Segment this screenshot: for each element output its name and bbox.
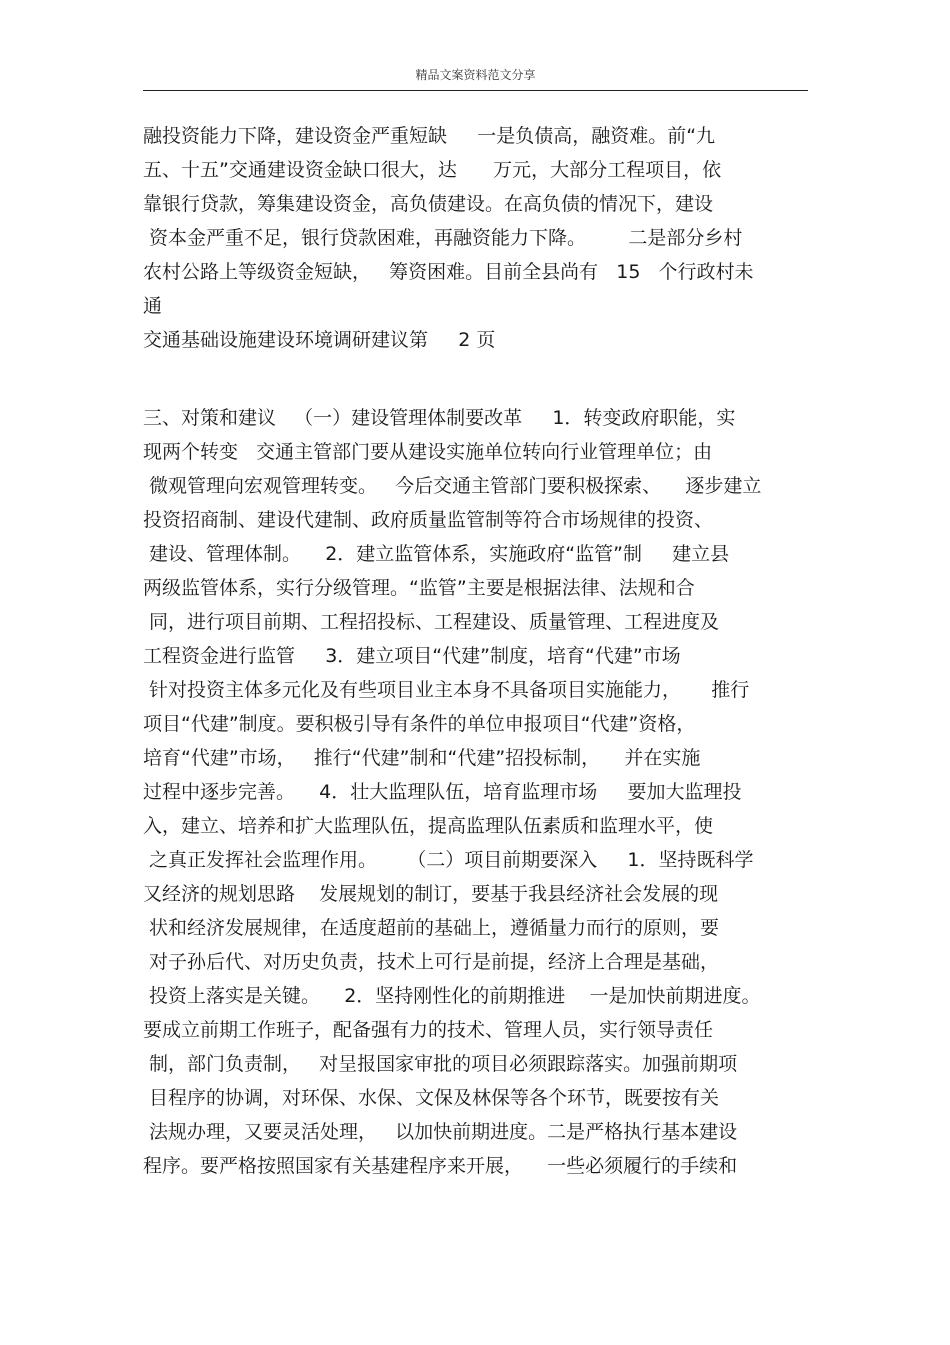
text-line: 五、十五”交通建设资金缺口很大，达 万元，大部分工程项目，依: [143, 159, 722, 181]
text-line: 制，部门负责制， 对呈报国家审批的项目必须跟踪落实。加强前期项: [143, 1053, 738, 1075]
text-line: 入，建立、培养和扩大监理队伍，提高监理队伍素质和监理水平，使: [143, 815, 714, 837]
text-line: 又经济的规划思路 发展规划的制订，要基于我县经济社会发展的现: [143, 883, 719, 905]
text-line: 培育“代建”市场， 推行“代建”制和“代建”招投标制， 并在实施: [143, 747, 701, 769]
header-divider: [143, 90, 808, 91]
text-line: 三、对策和建议 （一）建设管理体制要改革 1．转变政府职能，实: [143, 407, 736, 429]
text-line: 过程中逐步完善。 4．壮大监理队伍，培育监理市场 要加大监理投: [143, 781, 742, 803]
paragraph-block-recommendations: [143, 401, 808, 1183]
text-line: 法规办理，又要灵活处理， 以加快前期进度。二是严格执行基本建设: [143, 1121, 738, 1143]
text-line: 针对投资主体多元化及有些项目业主本身不具备项目实施能力， 推行: [143, 679, 750, 701]
text-line: 通: [143, 295, 163, 317]
text-line: 目程序的协调，对环保、水保、文保及林保等各个环节，既要按有关: [143, 1087, 720, 1109]
text-line: 要成立前期工作班子，配备强有力的技术、管理人员，实行领导责任: [143, 1019, 714, 1041]
text-line: 之真正发挥社会监理作用。 （二）项目前期要深入 1．坚持既科学: [143, 849, 754, 871]
paragraph-block-funding: [143, 119, 808, 357]
text-line: 程序。要严格按照国家有关基建程序来开展， 一些必须履行的手续和: [143, 1155, 738, 1177]
text-line: 对子孙后代、对历史负责，技术上可行是前提，经济上合理是基础，: [143, 951, 720, 973]
text-line: 融投资能力下降，建设资金严重短缺 一是负债高，融资难。前“九: [143, 125, 716, 147]
text-line: 现两个转变 交通主管部门要从建设实施单位转向行业管理单位；由: [143, 441, 713, 463]
page-header: 精品文案资料范文分享: [415, 68, 536, 82]
text-line: 投资上落实是关键。 2．坚持刚性化的前期推进 一是加快前期进度。: [143, 985, 761, 1007]
text-line: 资本金严重不足，银行贷款困难，再融资能力下降。 二是部分乡村: [143, 227, 743, 249]
text-line: 项目“代建”制度。要积极引导有条件的单位申报项目“代建”资格，: [143, 713, 696, 735]
text-line: 状和经济发展规律，在适度超前的基础上，遵循量力而行的原则，要: [143, 917, 720, 939]
text-line: 两级监管体系，实行分级管理。“监管”主要是根据法律、法规和合: [143, 577, 695, 599]
text-line: 微观管理向宏观管理转变。 今后交通主管部门要积极探索、 逐步建立: [143, 475, 762, 497]
text-line: 工程资金进行监管 3．建立项目“代建”制度，培育“代建”市场: [143, 645, 681, 667]
text-line: 建设、管理体制。 2．建立监管体系，实施政府“监管”制 建立县: [143, 543, 730, 565]
text-line: 靠银行贷款，筹集建设资金，高负债建设。在高负债的情况下，建设: [143, 193, 714, 215]
text-line: 投资招商制、建设代建制、政府质量监管制等符合市场规律的投资、: [143, 509, 714, 531]
text-line: 同，进行项目前期、工程招投标、工程建设、质量管理、工程进度及: [143, 611, 720, 633]
text-line: 农村公路上等级资金短缺， 筹资困难。目前全县尚有 15 个行政村未: [143, 261, 754, 283]
page-footer-line: 交通基础设施建设环境调研建议第 2 页: [143, 329, 496, 351]
